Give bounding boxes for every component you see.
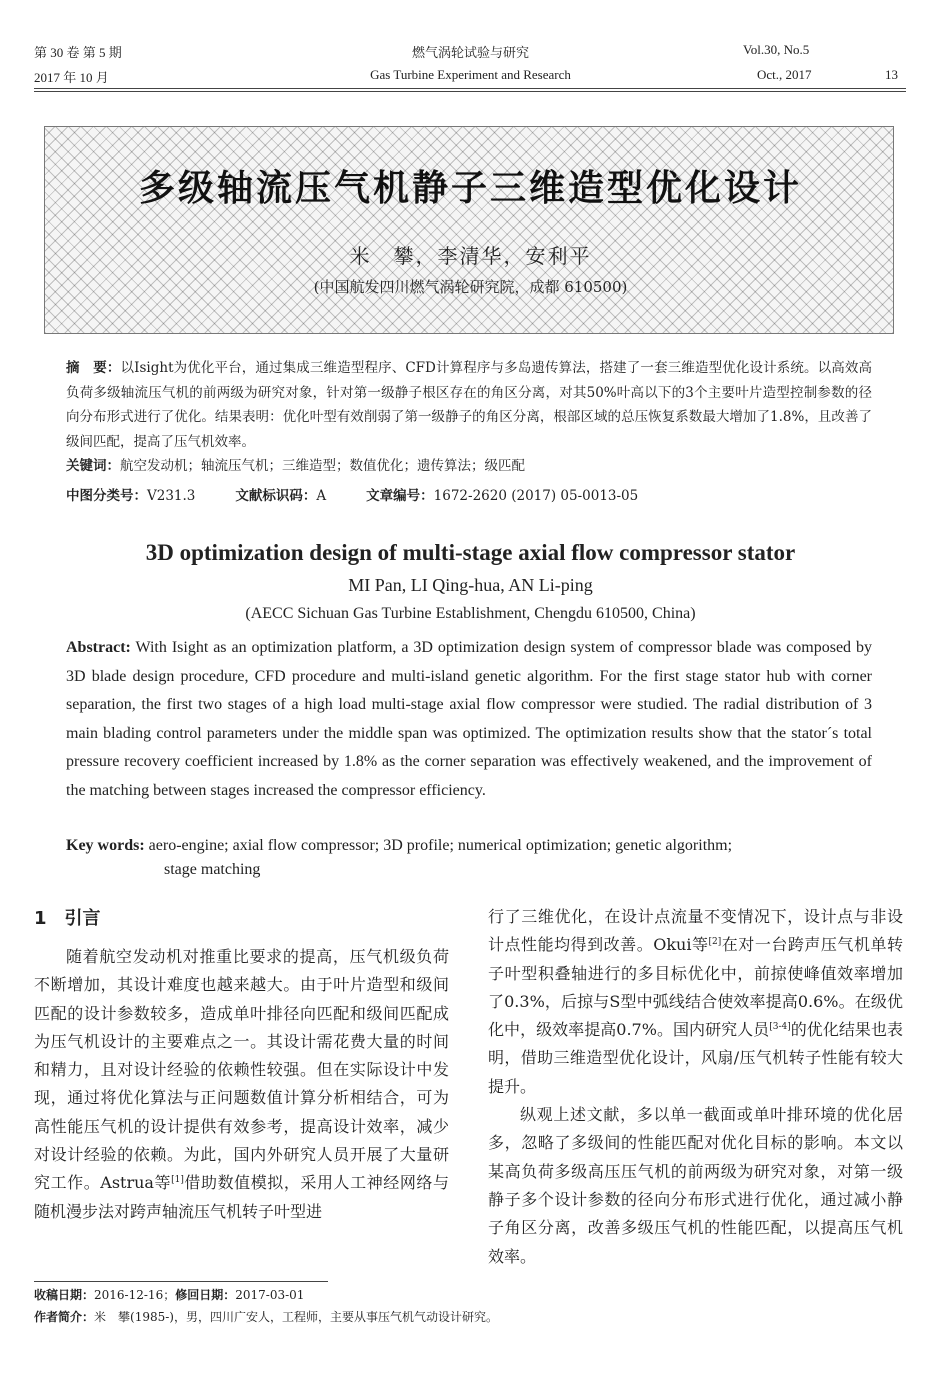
right-text-b: 在对一台跨声压气机单转子叶型积叠轴进行的多目标优化中，前掠使峰值效率增加了0.3%，后掠与S型中弧线结合使效率提高0.6%。在级优化中，级效率提高0.7%。国内研究人员 <box>488 935 903 1040</box>
received-date: 2016-12-16； <box>94 1288 176 1302</box>
authors-en: MI Pan, LI Qing-hua, AN Li-ping <box>348 575 593 595</box>
keywords-en-line2: stage matching <box>164 861 261 878</box>
classification-line <box>66 484 638 504</box>
article-no-label: 文章编号： <box>366 488 434 504</box>
revised-label: 修回日期： <box>175 1288 236 1302</box>
right-column <box>488 903 903 1271</box>
header-volume-issue: 第 30 卷 第 5 期 <box>34 45 122 60</box>
header-rule-double <box>34 91 906 92</box>
doc-code-label: 文献标识码： <box>235 488 317 504</box>
left-text-a: 随着航空发动机对推重比要求的提高，压气机级负荷不断增加，其设计难度也越来越大。由于叶片造型和级间匹配的设计参数较多，造成单叶排径向匹配和级间匹配成为压气机设计的主要难点之一。其设计需花费大量的时间和精力，且对设计经验的依赖性较强。但在实际设计中发现，通过将优化算法与正问题数值计算分析相结合，可为高性能压气机的设计提供有效参考，提高设计效率，减少对设计经验的依赖。为此，国内外研究人员开展了大量研究工作。Astrua等 <box>34 947 449 1193</box>
received-label: 收稿日期： <box>34 1288 95 1302</box>
authors-cn: 米 攀，李清华，安利平 <box>349 244 592 268</box>
section-heading: 1 引言 <box>34 908 101 929</box>
right-text-a: 行了三维优化，在设计点流量不变情况下，设计点与非设计点性能均得到改善。Okui等 <box>488 907 903 955</box>
doc-code-value: A <box>316 488 327 504</box>
title-banner <box>44 126 894 334</box>
footnote-rule <box>34 1281 328 1282</box>
author-bio-text: 米 攀(1985-)，男，四川广安人，工程师，主要从事压气机气动设计研究。 <box>94 1310 498 1324</box>
clc-value: V231.3 <box>147 488 196 504</box>
header-date-en: Oct., 2017 <box>757 67 812 82</box>
left-column <box>34 943 449 1226</box>
header-rule <box>34 88 906 89</box>
keywords-cn-label: 关键词： <box>66 458 120 474</box>
header-date: 2017 年 10 月 <box>34 70 109 85</box>
abstract-en-label: Abstract: <box>66 639 131 656</box>
paper-title-en: 3D optimization design of multi-stage axial flow compressor stator <box>145 540 796 565</box>
left-paragraph-1 <box>34 943 449 1226</box>
affiliation-cn: (中国航发四川燃气涡轮研究院，成都 610500) <box>313 278 628 296</box>
right-paragraph-1 <box>488 903 903 1101</box>
citation-3-4: [3-4] <box>769 1022 791 1033</box>
paper-title-cn: 多级轴流压气机静子三维造型优化设计 <box>138 168 802 209</box>
keywords-en <box>66 832 872 861</box>
abstract-cn-label: 摘 要： <box>66 360 121 376</box>
right-text-c: 的优化结果也表明，借助三维造型优化设计，风扇/压气机转子性能有较大提升。 <box>488 1020 903 1096</box>
revised-date: 2017-03-01 <box>235 1288 305 1302</box>
abstract-cn <box>66 356 872 479</box>
right-paragraph-2: 纵观上述文献，多以单一截面或单叶排环境的优化居多，忽略了多级间的性能匹配对优化目标的影响。本文以某高负荷多级高压压气机的前两级为研究对象，对第一级静子多个设计参数的径向分布形式进行优化，通过减小静子角区分离，改善多级压气机的性能匹配，以提高压气机效率。 <box>488 1105 903 1266</box>
abstract-cn-text: 以Isight为优化平台，通过集成三维造型程序、CFD计算程序与多岛遗传算法，搭建了一套三维造型优化设计系统。以高效高负荷多级轴流压气机的前两级为研究对象，针对第一级静子根区存在的角区分离，对其50%叶高以下的3个主要叶片造型控制参数的径向分布形式进行了优化。结果表明：优化叶型有效削弱了第一级静子的角区分离，根部区域的总压恢复系数最大增加了1.8%，且改善了级间匹配，提高了压气机效率。 <box>66 360 873 450</box>
affiliation-en: (AECC Sichuan Gas Turbine Establishment, Chengdu 610500, China) <box>245 605 696 622</box>
header-journal-cn: 燃气涡轮试验与研究 <box>411 45 529 60</box>
clc-label: 中图分类号： <box>66 488 147 504</box>
abstract-en <box>66 634 872 805</box>
keywords-en-label: Key words: <box>66 837 145 854</box>
header-vol-en: Vol.30, No.5 <box>743 42 810 57</box>
abstract-en-text: With Isight as an optimization platform, a 3D optimization design system of compressor blade was composed by 3D blade design procedure, CFD procedure and multi-island genetic algorithm. For the first stage stator hub with corner separation, the first two stages of a high load multi-stage axial flow compressor were studied. The radial distribution of 3 main blading control parameters under the middle span was optimized. The optimization results show that the stator´s total pressure recovery coefficient increased by 1.8% as the corner separation was effectively weakened, and the improvement of the matching between stages increased the compressor efficiency. <box>66 639 872 799</box>
citation-2: [2] <box>708 937 722 948</box>
footnote <box>34 1284 498 1328</box>
keywords-cn-text: 航空发动机；轴流压气机；三维造型；数值优化；遗传算法；级匹配 <box>120 458 525 474</box>
article-no-value: 1672-2620 (2017) 05-0013-05 <box>433 488 639 504</box>
page-number: 13 <box>885 67 898 82</box>
keywords-en-line1: aero-engine; axial flow compressor; 3D profile; numerical optimization; genetic algorithm; <box>144 837 733 854</box>
author-bio-label: 作者简介： <box>34 1310 95 1324</box>
citation-1: [1] <box>171 1175 184 1186</box>
left-text-b: 借助数值模拟，采用人工神经网络与随机漫步法对跨声轴流压气机转子叶型进 <box>34 1173 449 1221</box>
header-journal-en: Gas Turbine Experiment and Research <box>370 67 571 82</box>
